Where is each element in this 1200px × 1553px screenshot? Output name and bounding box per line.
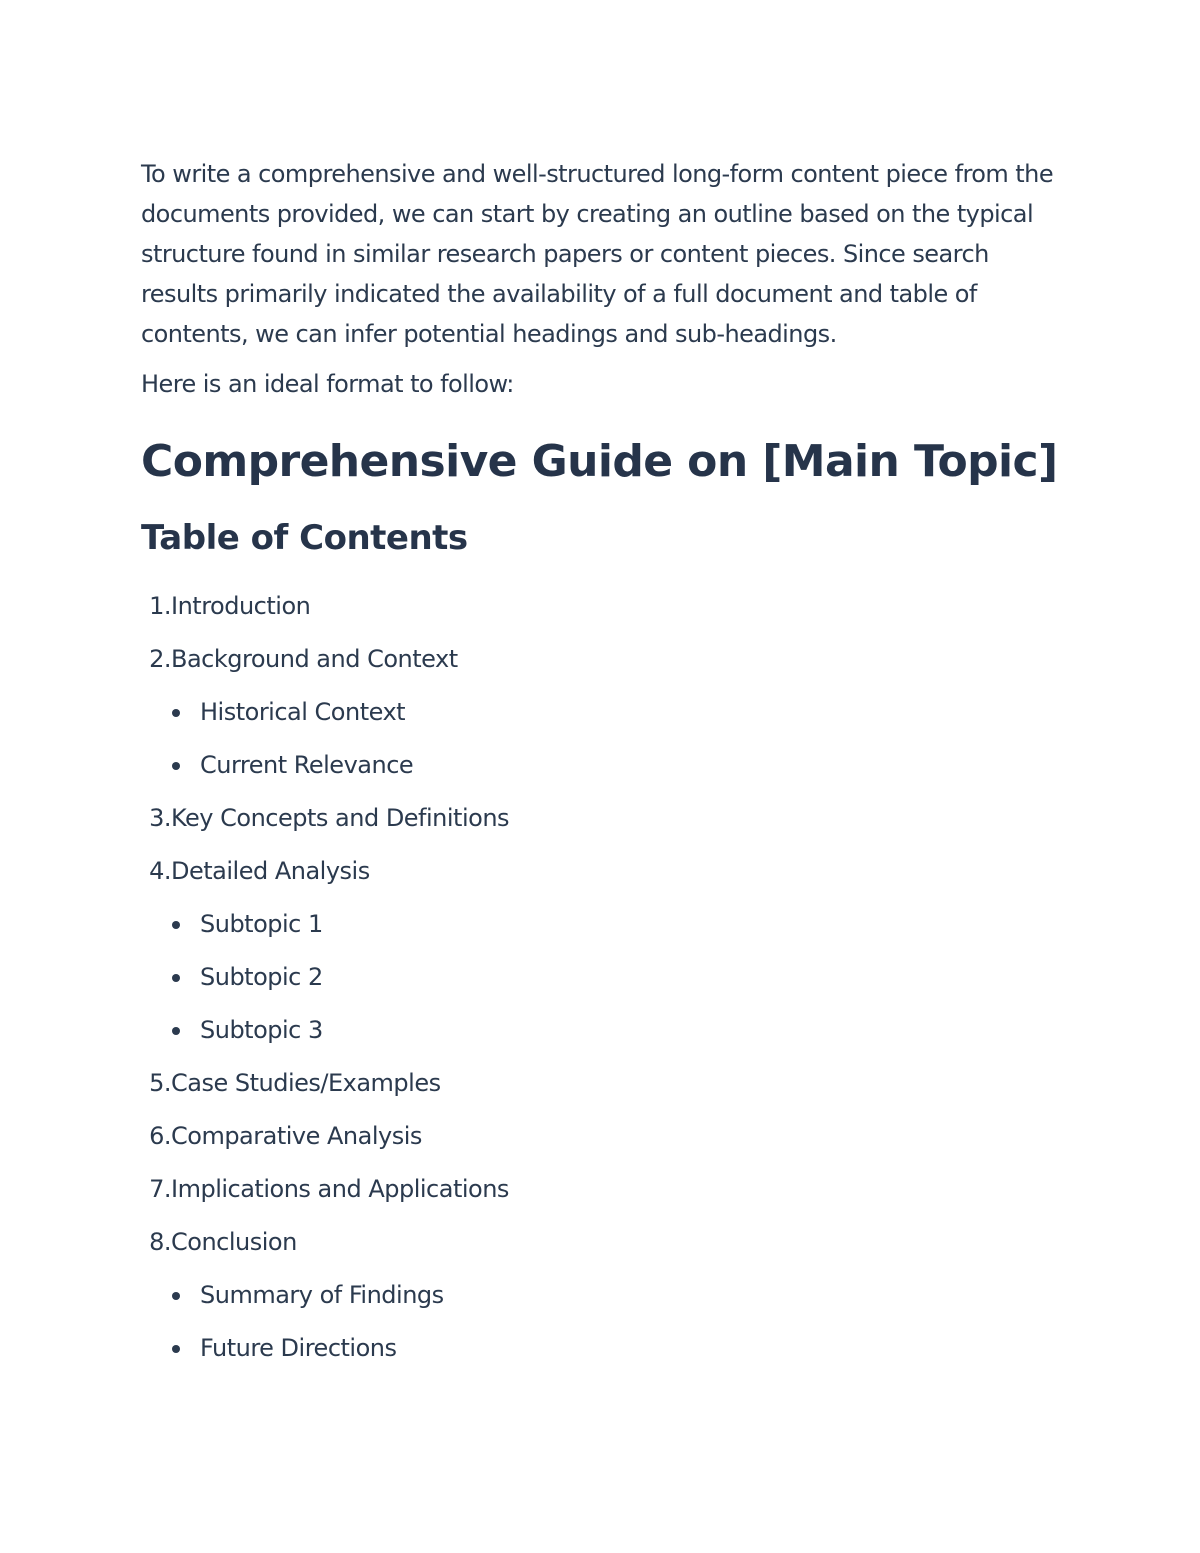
intro-paragraph: To write a comprehensive and well-structured long-form content piece from the documents provided, we can start by creating an outline based on the typical structure found in similar research papers or content pieces. Since search results primarily indicated the availability of a full document and table of contents, we can infer potential headings and sub-headings. (141, 160, 1054, 348)
toc-item-label: Background and Context (171, 645, 458, 673)
toc-item (141, 580, 1066, 633)
toc-item-label: Conclusion (171, 1228, 297, 1256)
lead-in-text: Here is an ideal format to follow: (141, 370, 514, 398)
bullet-icon (172, 1345, 180, 1353)
toc-item (141, 1110, 1066, 1163)
toc-subitem (141, 1322, 1066, 1375)
toc-item-number: 1. (149, 592, 171, 620)
toc-item-label: Introduction (171, 592, 311, 620)
toc-subitem-label: Subtopic 3 (200, 1016, 323, 1044)
toc-item-label: Key Concepts and Definitions (171, 804, 510, 832)
toc-item-label: Case Studies/Examples (171, 1069, 441, 1097)
bullet-icon (172, 709, 180, 717)
toc-item-number: 4. (149, 857, 171, 885)
toc-subitem-label: Summary of Findings (200, 1281, 444, 1309)
toc-item (141, 633, 1066, 686)
toc-item-number: 5. (149, 1069, 171, 1097)
toc-subitem (141, 739, 1066, 792)
bullet-icon (172, 921, 180, 929)
toc-subitem-label: Historical Context (200, 698, 406, 726)
toc-item-number: 2. (149, 645, 171, 673)
toc-item (141, 845, 1066, 898)
toc-subitem-label: Subtopic 1 (200, 910, 323, 938)
table-of-contents (141, 580, 1066, 1375)
toc-subitem-label: Subtopic 2 (200, 963, 323, 991)
toc-item-number: 8. (149, 1228, 171, 1256)
toc-heading: Table of Contents (141, 518, 468, 558)
toc-subitem (141, 1004, 1066, 1057)
toc-subitem-label: Current Relevance (200, 751, 414, 779)
toc-item-label: Comparative Analysis (171, 1122, 422, 1150)
toc-subitem (141, 686, 1066, 739)
toc-item (141, 1163, 1066, 1216)
toc-item-label: Detailed Analysis (171, 857, 370, 885)
toc-subitem-label: Future Directions (200, 1334, 397, 1362)
bullet-icon (172, 974, 180, 982)
toc-subitem (141, 898, 1066, 951)
toc-item (141, 792, 1066, 845)
toc-subitem (141, 951, 1066, 1004)
toc-item-number: 6. (149, 1122, 171, 1150)
toc-item-number: 3. (149, 804, 171, 832)
bullet-icon (172, 762, 180, 770)
bullet-icon (172, 1292, 180, 1300)
toc-item (141, 1057, 1066, 1110)
document-content (141, 154, 1066, 1375)
document-title: Comprehensive Guide on [Main Topic] (141, 436, 1058, 487)
toc-item (141, 1216, 1066, 1269)
toc-item-number: 7. (149, 1175, 171, 1203)
bullet-icon (172, 1027, 180, 1035)
toc-subitem (141, 1269, 1066, 1322)
toc-item-label: Implications and Applications (171, 1175, 509, 1203)
